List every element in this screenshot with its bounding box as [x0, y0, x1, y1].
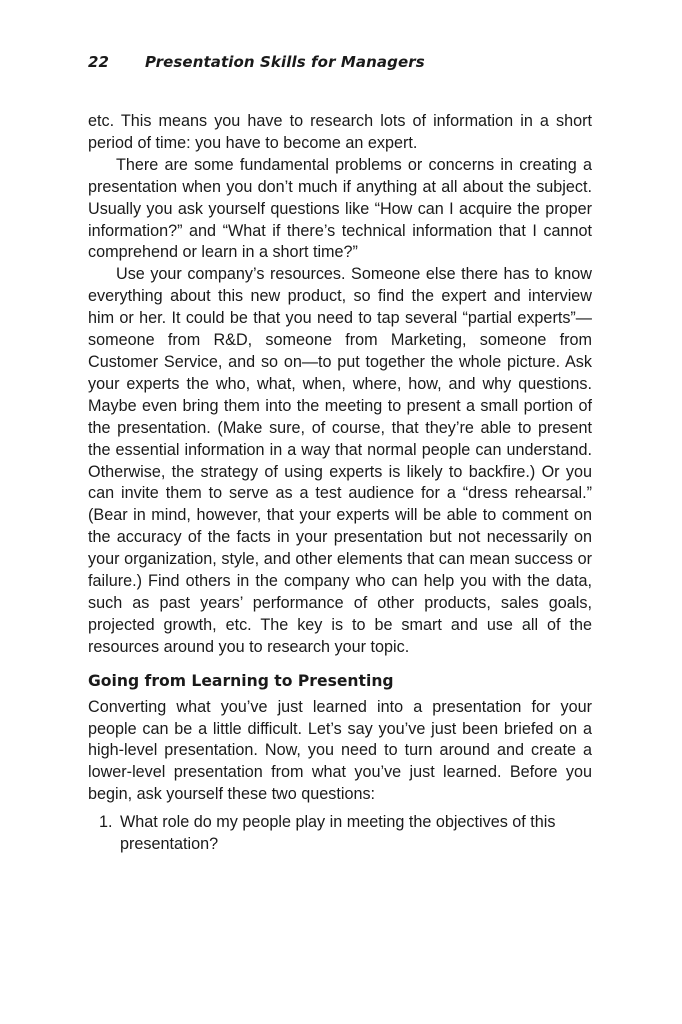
body-text — [88, 111, 592, 856]
section-heading: Going from Learning to Presenting — [88, 671, 394, 690]
paragraph-problems: There are some fundamental problems or concerns in creating a presentation when you don’t much if anything at all about the subject. Usually you ask yourself questions like “How can I acquire the proper information?” and “What if there’s technical information that I cannot comprehend or learn in a short time?” — [88, 155, 592, 262]
list-item-number: 1. — [99, 813, 113, 832]
paragraph-continued: etc. This means you have to research lots of information in a short period of time: you have to become an expert. — [88, 112, 592, 152]
paragraph-resources: Use your company’s resources. Someone else there has to know everything about this new product, so find the expert and interview him or her. It could be that you need to tap several “partial experts”—someone from R&D, someone from Marketing, someone from Customer Service, and so on—to put together the whole picture. Ask your experts the who, what, when, where, how, and why questions. Maybe even bring them into the meeting to present a small portion of the presentation. (Make sure, of course, that they’re able to present the essential information in a way that normal people can understand. Otherwise, the strategy of using experts is likely to backfire.) Or you can invite them to serve as a test audience for a “dress rehearsal.” (Bear in mind, however, that your experts will be able to comment on the accuracy of the facts in your presentation but not necessarily on your organization, style, and other elements that can mean success or failure.) Find others in the company who can help you with the data, such as past years’ performance of other products, sales goals, projected growth, etc. The key is to be smart and use all of the resources around you to research your topic. — [88, 265, 592, 656]
page-number: 22 — [88, 53, 110, 71]
book-title: Presentation Skills for Managers — [145, 53, 425, 71]
list-item — [88, 812, 592, 856]
section-paragraph: Converting what you’ve just learned into a presentation for your people can be a little difficult. Let’s say you’ve just been briefed on a high-level presentation. Now, you need to turn around and create a lower-level presentation from what you’ve just learned. Before you begin, ask yourself these two questions: — [88, 697, 592, 804]
running-head — [88, 53, 425, 71]
list-item-text: What role do my people play in meeting the objectives of this presentation? — [120, 813, 556, 854]
questions-list — [88, 812, 592, 856]
